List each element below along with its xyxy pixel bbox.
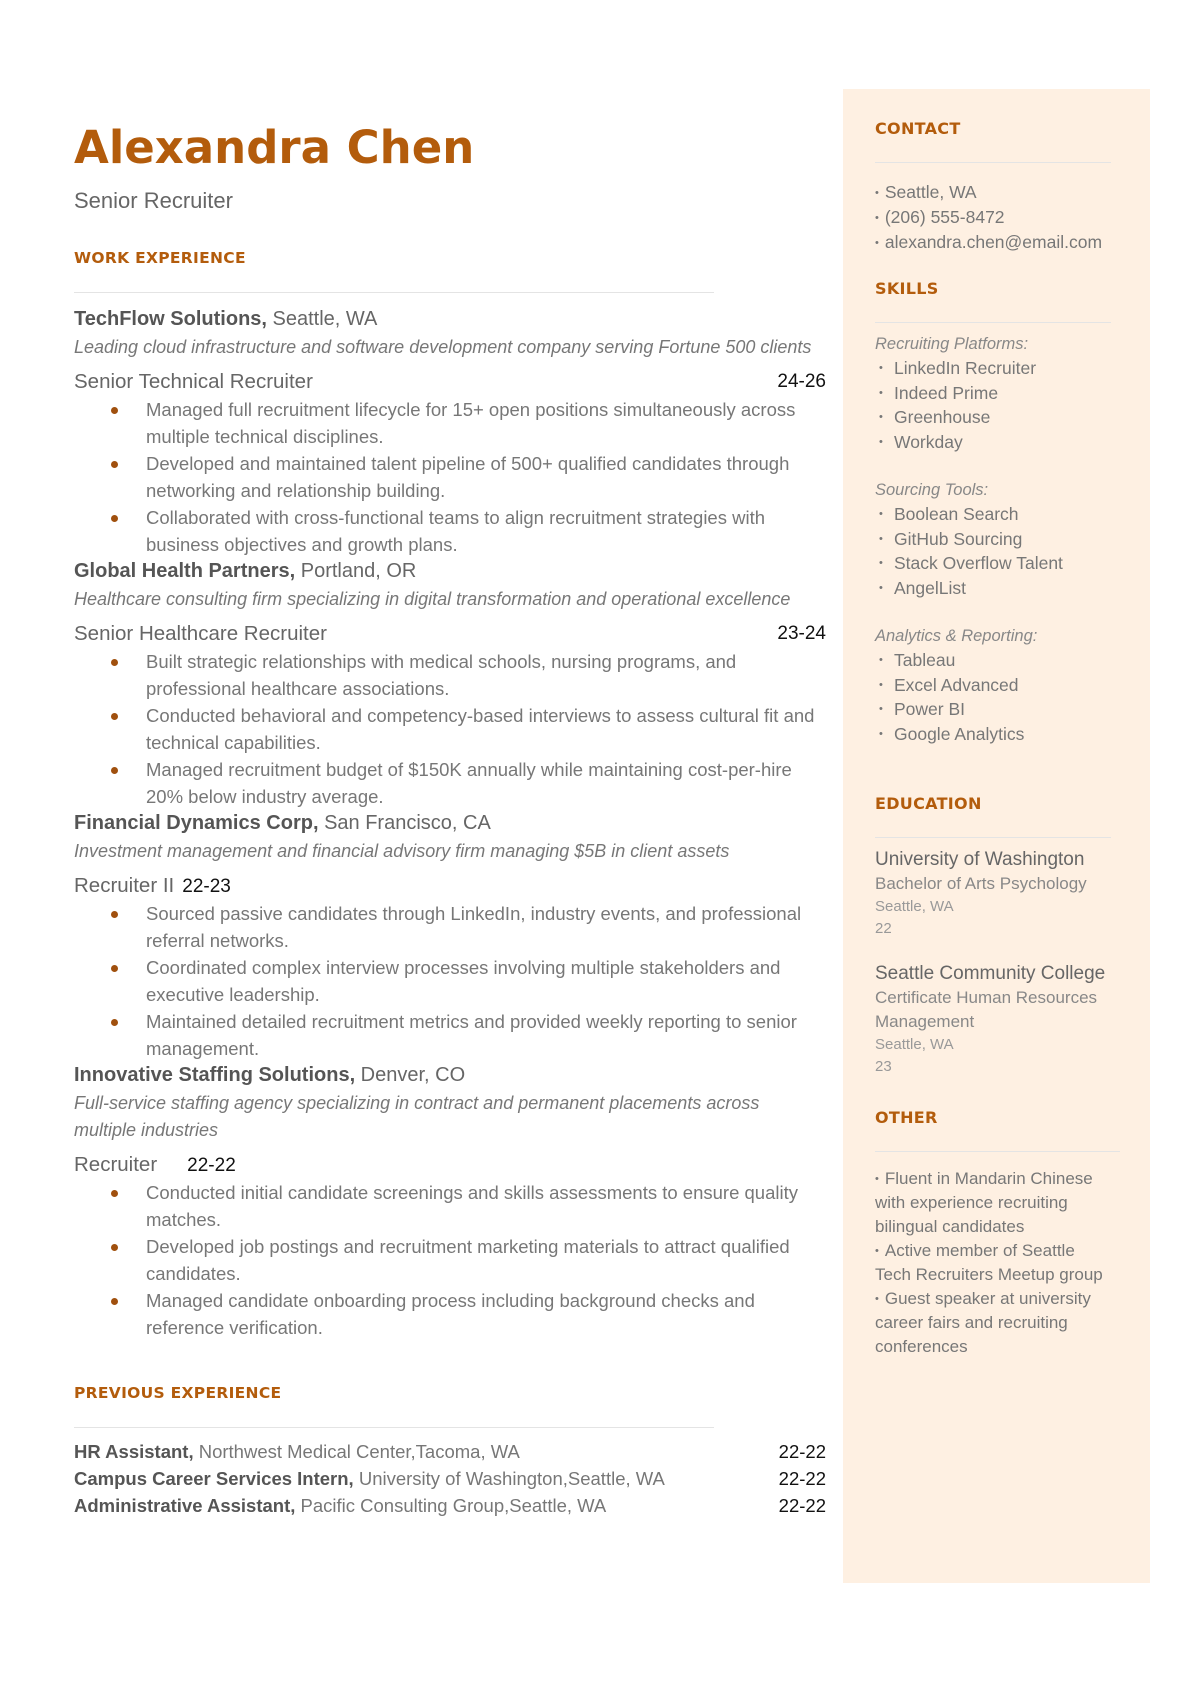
skill-list (875, 502, 1150, 600)
job-bullets (146, 900, 831, 1062)
previous-experience-row (74, 1465, 826, 1492)
job-role: Recruiter II (74, 874, 175, 897)
job-role: Senior Technical Recruiter (74, 370, 313, 393)
prev-org: Northwest Medical Center,Tacoma, WA (193, 1441, 520, 1462)
contact-heading: CONTACT (875, 119, 961, 138)
job-bullets (146, 1179, 831, 1341)
job-bullet: Conducted initial candidate screenings and skills assessments to ensure quality matches. (146, 1179, 831, 1233)
company-description: Leading cloud infrastructure and software development company serving Fortune 500 clients (74, 337, 812, 357)
prev-role: Campus Career Services Intern, (74, 1468, 354, 1489)
previous-experience-list (74, 1438, 826, 1519)
job-role: Recruiter (74, 1153, 158, 1176)
other-item: • Fluent in Mandarin Chinese with experience recruiting bilingual candidates (875, 1167, 1115, 1239)
edu-school: University of Washington (875, 849, 1085, 870)
contact-location: • Seattle, WA (875, 180, 1150, 205)
company-description: Healthcare consulting firm specializing in digital transformation and operational excellence (74, 589, 791, 609)
skill-group (875, 478, 1150, 600)
skill-item: • LinkedIn Recruiter (875, 356, 1150, 381)
job-entry (74, 558, 826, 810)
edu-degree: Bachelor of Arts Psychology (875, 874, 1087, 893)
skill-item: • Excel Advanced (875, 673, 1150, 698)
skill-item: • GitHub Sourcing (875, 527, 1150, 552)
work-experience-heading: WORK EXPERIENCE (74, 249, 246, 267)
company-location: Denver, CO (355, 1064, 466, 1086)
other-item: • Guest speaker at university career fairs and recruiting conferences (875, 1287, 1115, 1359)
job-bullet: Managed recruitment budget of $150K annually while maintaining cost-per-hire 20% below industry average. (146, 756, 831, 810)
edu-location: Seattle, WA (875, 1036, 954, 1053)
job-bullet: Managed candidate onboarding process including background checks and reference verification. (146, 1287, 831, 1341)
job-company-line (74, 1062, 826, 1088)
job-role-line (74, 621, 826, 648)
skill-list (875, 648, 1150, 746)
job-bullets (146, 396, 831, 558)
education-section (875, 794, 1150, 1078)
job-bullet: Built strategic relationships with medical schools, nursing programs, and professional healthcare associations. (146, 648, 831, 702)
skill-item: • Indeed Prime (875, 381, 1150, 406)
company-description: Full-service staffing agency specializing in contract and permanent placements across multiple industries (74, 1093, 760, 1140)
job-bullet: Conducted behavioral and competency-based interviews to assess cultural fit and technical capabilities. (146, 702, 831, 756)
skill-list (875, 356, 1150, 454)
company-name: Innovative Staffing Solutions, (74, 1064, 356, 1086)
job-dates: 24-26 (777, 371, 826, 392)
prev-org: University of Washington,Seattle, WA (353, 1468, 665, 1489)
company-name: Global Health Partners, (74, 560, 296, 582)
job-entry (74, 1062, 826, 1341)
edu-school: Seattle Community College (875, 963, 1106, 984)
company-name: TechFlow Solutions, (74, 308, 267, 330)
skills-heading: SKILLS (875, 279, 939, 298)
job-role-line (74, 369, 826, 396)
skill-item: • Stack Overflow Talent (875, 551, 1150, 576)
edu-year: 22 (875, 920, 892, 937)
job-entry (74, 306, 826, 558)
contact-section (875, 119, 1150, 255)
skill-category: Recruiting Platforms: (875, 335, 1029, 353)
contact-email[interactable]: • alexandra.chen@email.com (875, 230, 1150, 255)
job-company-line (74, 306, 826, 332)
skill-group (875, 332, 1150, 454)
skill-item: • Google Analytics (875, 722, 1150, 747)
prev-role: Administrative Assistant, (74, 1495, 296, 1516)
company-description: Investment management and financial advisory firm managing $5B in client assets (74, 841, 730, 861)
other-item: • Active member of Seattle Tech Recruiters Meetup group (875, 1239, 1115, 1287)
job-bullet: Maintained detailed recruitment metrics and provided weekly reporting to senior management. (146, 1008, 831, 1062)
edu-year: 23 (875, 1058, 892, 1075)
job-entry (74, 810, 826, 1062)
job-bullets (146, 648, 831, 810)
skill-category: Sourcing Tools: (875, 481, 989, 499)
company-location: Portland, OR (295, 560, 417, 582)
company-location: San Francisco, CA (318, 812, 491, 834)
education-entry (875, 961, 1150, 1078)
job-company-line (74, 810, 826, 836)
skill-item: • Greenhouse (875, 405, 1150, 430)
section-divider (875, 1151, 1120, 1152)
job-role-line (74, 1152, 826, 1179)
job-company-line (74, 558, 826, 584)
previous-experience-row (74, 1438, 826, 1465)
skill-item: • Power BI (875, 697, 1150, 722)
job-role: Senior Healthcare Recruiter (74, 622, 327, 645)
job-bullet: Collaborated with cross-functional teams to align recruitment strategies with business objectives and growth plans. (146, 504, 831, 558)
other-section (875, 1108, 1150, 1359)
other-list (875, 1167, 1115, 1359)
skills-section (875, 279, 1150, 746)
edu-location: Seattle, WA (875, 898, 954, 915)
company-name: Financial Dynamics Corp, (74, 812, 319, 834)
job-role-line (74, 873, 826, 900)
skill-item: • Workday (875, 430, 1150, 455)
prev-role: HR Assistant, (74, 1441, 194, 1462)
section-divider (875, 322, 1111, 323)
previous-experience-heading: PREVIOUS EXPERIENCE (74, 1384, 282, 1402)
other-heading: OTHER (875, 1108, 938, 1127)
contact-list (875, 180, 1150, 255)
previous-experience-row (74, 1492, 826, 1519)
sidebar (843, 89, 1150, 1583)
candidate-title: Senior Recruiter (74, 188, 233, 213)
main-column (74, 118, 826, 1519)
skill-group (875, 624, 1150, 746)
job-dates: 23-24 (777, 623, 826, 644)
edu-degree: Certificate Human Resources Management (875, 988, 1098, 1031)
job-bullet: Sourced passive candidates through LinkedIn, industry events, and professional referral networks. (146, 900, 831, 954)
company-location: Seattle, WA (266, 308, 378, 330)
job-dates: 22-22 (187, 1155, 236, 1176)
section-divider (74, 292, 714, 293)
education-entry (875, 847, 1150, 940)
candidate-name: Alexandra Chen (74, 121, 475, 174)
section-divider (875, 837, 1111, 838)
job-bullet: Developed and maintained talent pipeline of 500+ qualified candidates through networking and relationship building. (146, 450, 831, 504)
contact-phone[interactable]: • (206) 555-8472 (875, 205, 1150, 230)
skill-item: • Tableau (875, 648, 1150, 673)
job-bullet: Managed full recruitment lifecycle for 15+ open positions simultaneously across multiple technical disciplines. (146, 396, 831, 450)
section-divider (875, 162, 1111, 163)
prev-dates: 22-22 (778, 1495, 826, 1516)
job-bullet: Developed job postings and recruitment marketing materials to attract qualified candidates. (146, 1233, 831, 1287)
job-dates: 22-23 (182, 876, 231, 897)
section-divider (74, 1427, 714, 1428)
skill-category: Analytics & Reporting: (875, 627, 1038, 645)
skill-item: • Boolean Search (875, 502, 1150, 527)
prev-org: Pacific Consulting Group,Seattle, WA (295, 1495, 607, 1516)
job-bullet: Coordinated complex interview processes involving multiple stakeholders and executive leadership. (146, 954, 831, 1008)
prev-dates: 22-22 (778, 1441, 826, 1462)
education-heading: EDUCATION (875, 794, 982, 813)
skill-item: • AngelList (875, 576, 1150, 601)
prev-dates: 22-22 (778, 1468, 826, 1489)
